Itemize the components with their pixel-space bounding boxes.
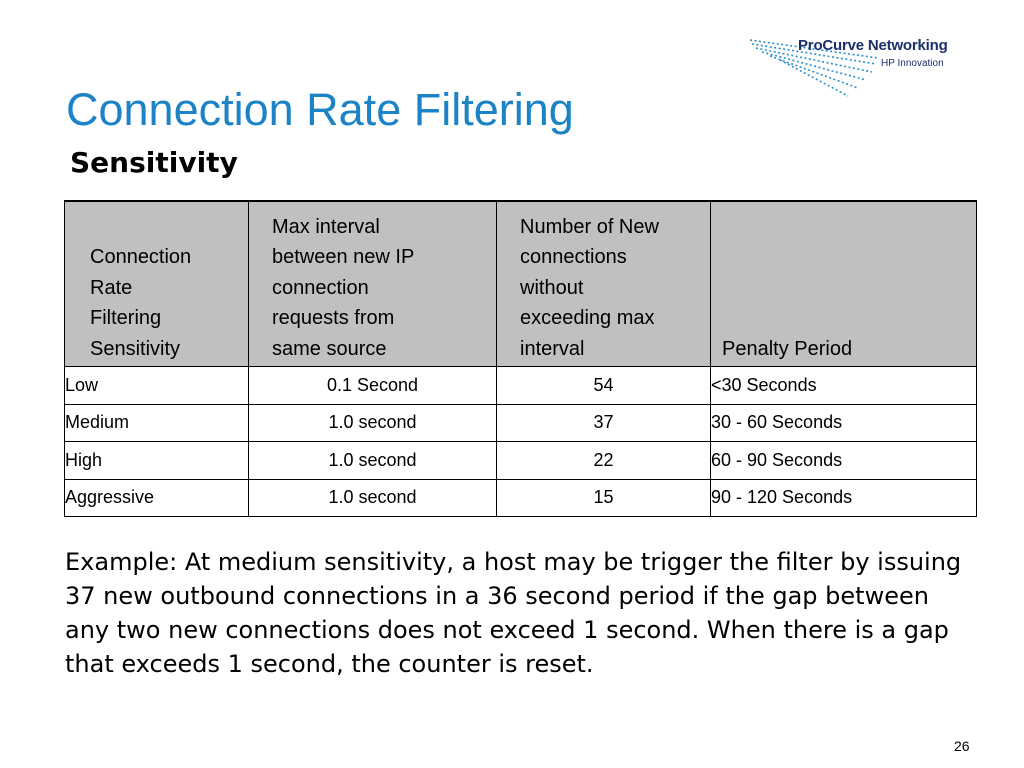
table-header [65,201,977,367]
table-row [65,404,977,442]
header-line: same source [272,337,387,360]
sensitivity-cell: Low [65,367,249,405]
sensitivity-table [64,200,977,517]
header-line: Connection [90,246,192,268]
interval-cell: 0.1 Second [249,367,497,405]
connections-cell: 54 [497,367,711,405]
header-line: interval [520,337,585,360]
interval-cell: 1.0 second [249,404,497,442]
connections-cell: 37 [497,404,711,442]
connections-cell: 22 [497,442,711,480]
header-new-connections [497,201,711,367]
interval-cell: 1.0 second [249,442,497,480]
penalty-cell: 90 - 120 Seconds [711,479,977,517]
connections-cell: 15 [497,479,711,517]
slide-subtitle: Sensitivity [70,146,238,179]
penalty-cell: 30 - 60 Seconds [711,404,977,442]
header-line: Rate [90,276,133,299]
header-line: Filtering [90,307,162,329]
logo-tagline: HP Innovation [881,58,944,69]
header-line: Penalty Period [722,337,853,360]
procurve-logo [748,30,988,102]
header-line: Sensitivity [90,337,181,360]
logo-name: ProCurve Networking [798,37,948,54]
sensitivity-cell: Medium [65,404,249,442]
penalty-cell: <30 Seconds [711,367,977,405]
header-row [65,201,977,367]
table-row [65,479,977,517]
header-line: without [520,276,584,299]
header-line: requests from [272,307,395,329]
interval-cell: 1.0 second [249,479,497,517]
header-sensitivity [65,201,249,367]
slide-title: Connection Rate Filtering [66,84,574,135]
sensitivity-cell: Aggressive [65,479,249,517]
table-row [65,367,977,405]
header-line: connection [272,276,369,299]
header-line: connections [520,246,627,268]
header-max-interval [249,201,497,367]
table-body [65,367,977,517]
penalty-cell: 60 - 90 Seconds [711,442,977,480]
header-line: Max interval [272,215,380,238]
slide-number: 26 [954,738,970,754]
example-paragraph: Example: At medium sensitivity, a host may be trigger the filter by issuing 37 new outbound connections in a 36 second period if the gap between any two new connections does not exceed 1 second. When there is a gap that exceeds 1 second, the counter is reset. [65,548,962,678]
header-line: Number of New [520,215,659,238]
sensitivity-cell: High [65,442,249,480]
table-row [65,442,977,480]
header-line: exceeding max [520,307,655,329]
header-penalty-period [711,201,977,367]
header-line: between new IP [272,246,415,268]
